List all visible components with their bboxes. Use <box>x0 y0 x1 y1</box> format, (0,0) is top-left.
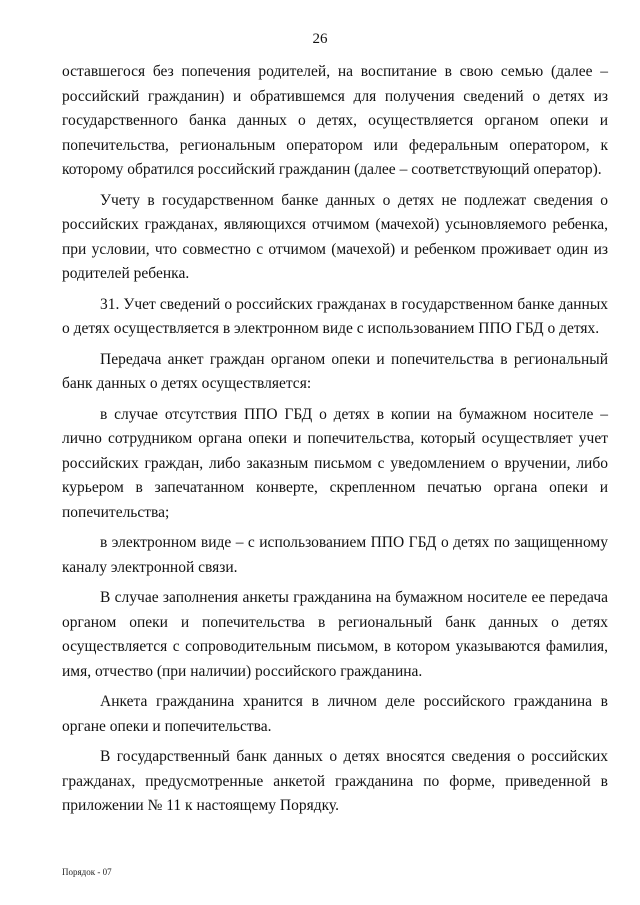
paragraph-item-31: 31. Учет сведений о российских гражданах в государственном банке данных о детях осуществляется в электронном виде с использованием ППО ГБД о детях. <box>62 295 608 337</box>
footer-document-code: Порядок - 07 <box>62 867 112 877</box>
paragraph-cover-letter: В случае заполнения анкеты гражданина на бумажном носителе ее передача органом опеки и попечительства в региональный банк данных о детях осуществляется с сопроводительным письмом, в котором указываются фамилия, имя, отчество (при наличии) российского гражданина. <box>62 589 608 680</box>
paragraph-paper-transfer: в случае отсутствия ППО ГБД о детях в копии на бумажном носителе – лично сотрудником органа опеки и попечительства, который осуществляет учет российских граждан, либо заказным письмом с уведомлением о вручении, либо курьером в запечатанном конверте, скрепленном печатью органа опеки и попечительства; <box>62 405 608 521</box>
paragraph-data-entry: В государственный банк данных о детях вносятся сведения о российских гражданах, предусмотренные анкетой гражданина по форме, приведенной в приложении № 11 к настоящему Порядку. <box>62 748 608 814</box>
paragraph-stepparent-exclusion: Учету в государственном банке данных о детях не подлежат сведения о российских гражданах, являющихся отчимом (мачехой) усыновляемого ребенка, при условии, что совместно с отчимом (мачехой) и ребенком проживает один из родителей ребенка. <box>62 191 608 282</box>
paragraph-electronic-transfer: в электронном виде – с использованием ППО ГБД о детях по защищенному каналу электронной связи. <box>62 534 608 576</box>
paragraph-continuation: оставшегося без попечения родителей, на воспитание в свою семью (далее – российский гражданин) и обратившемся для получения сведений о детях из государственного банка данных о детях, осуществляется органом опеки и попечительства, региональным оператором или федеральным оператором, к которому обратился российский гражданин (далее – соответствующий оператор). <box>62 63 608 178</box>
page-number: 26 <box>312 31 328 47</box>
paragraph-storage: Анкета гражданина хранится в личном деле российского гражданина в органе опеки и попечительства. <box>62 693 608 735</box>
document-body <box>62 60 608 825</box>
paragraph-transfer-intro: Передача анкет граждан органом опеки и попечительства в региональный банк данных о детях осуществляется: <box>62 350 608 392</box>
